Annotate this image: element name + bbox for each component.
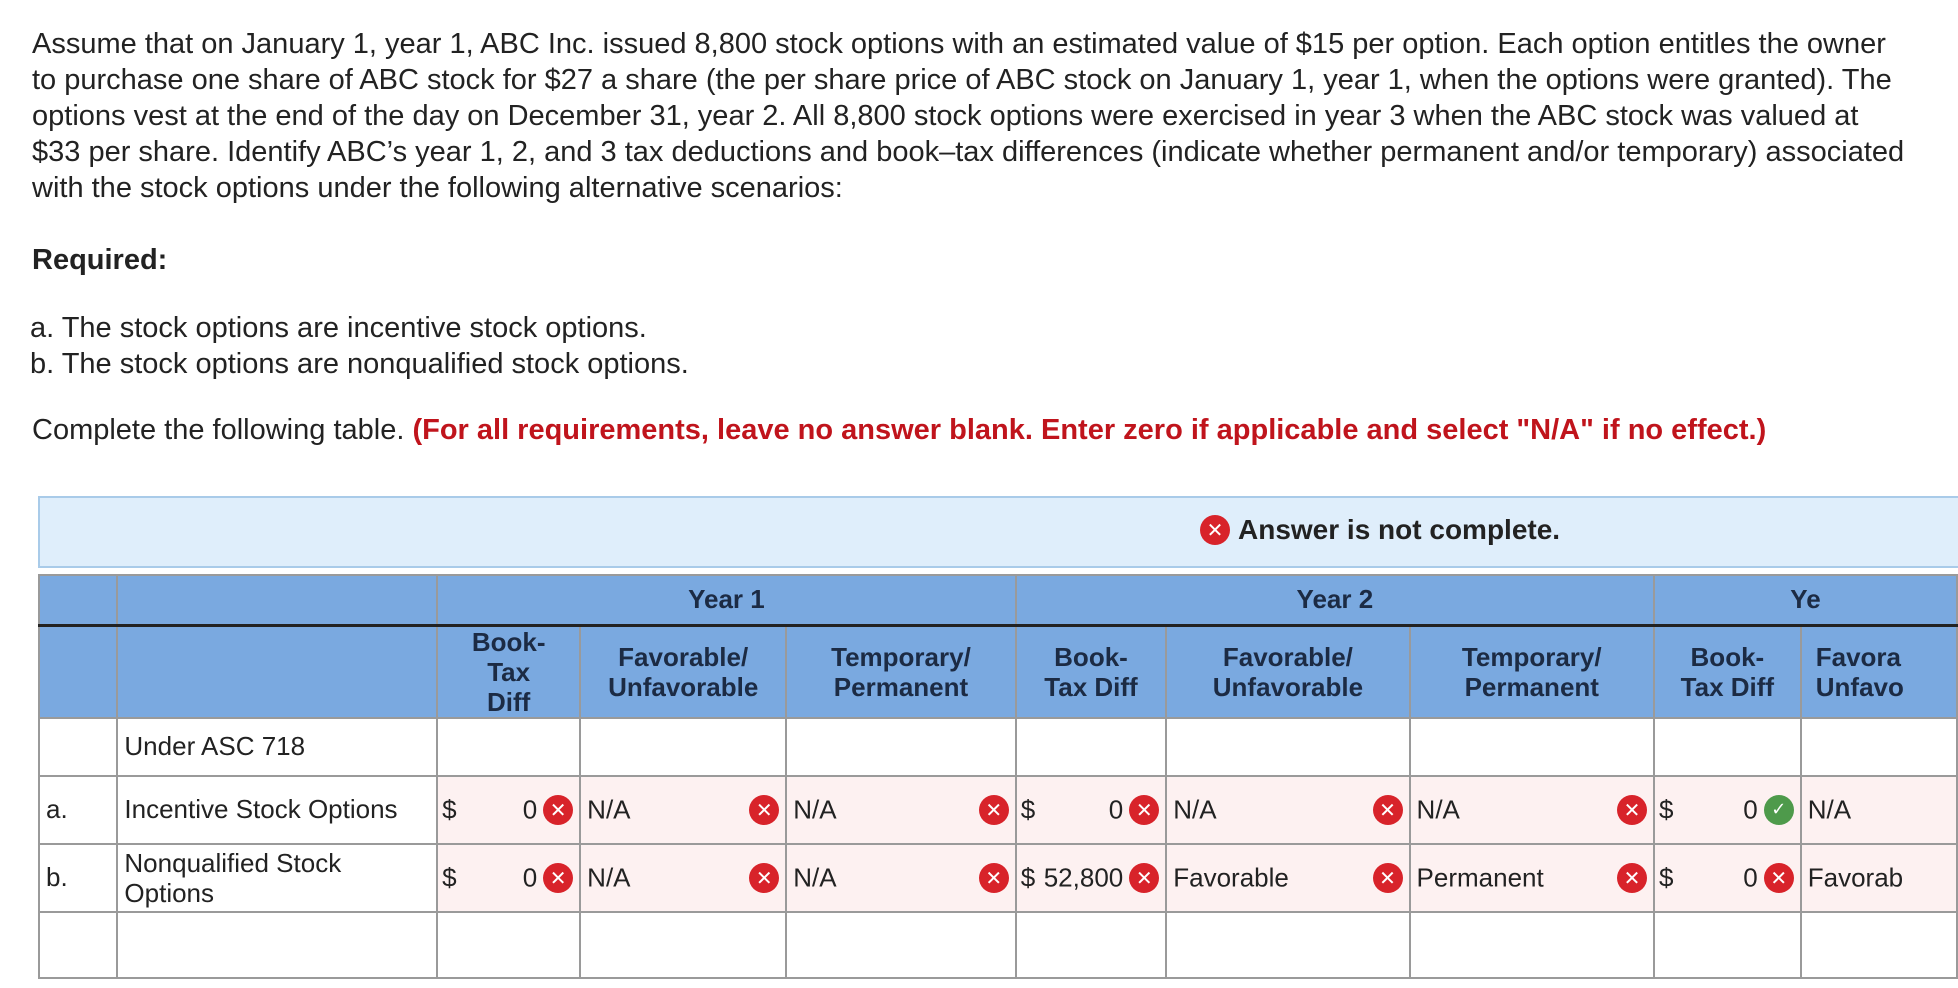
book-tax-diff-input-y2[interactable] [1016,844,1167,912]
fav-select-y3[interactable] [1801,844,1957,912]
header-blank-id-2 [39,625,117,718]
select-value: N/A [587,862,631,892]
col-book-tax-diff-y3 [1654,625,1801,718]
col-book-tax-diff-y2-l1: Book- [1054,641,1128,672]
row-label-line-1: Nonqualified Stock [124,847,342,878]
col-temp-y2 [1410,625,1654,718]
col-fav-y1-l2: Unfavorable [608,671,759,702]
select-value: N/A [793,862,837,892]
x-circle-icon: ✕ [543,863,573,893]
col-book-tax-diff-y3-l1: Book- [1690,641,1765,672]
temp-select-y2[interactable] [1410,844,1654,912]
col-temp-y1-l1: Temporary/ [831,641,971,672]
col-book-tax-diff-y1-l3: Diff [486,686,531,717]
col-fav-y3-l2: Unfavo [1815,671,1904,702]
blank-cell [39,912,117,978]
dollar-sign: $ [1658,794,1674,824]
col-fav-y3 [1801,625,1957,718]
row-label: Incentive Stock Options [117,776,437,844]
x-circle-icon: ✕ [1129,795,1159,825]
group-year-2: Year 2 [1016,575,1654,625]
select-value: Favorable [1173,862,1289,892]
diff-value: 0 [522,794,538,824]
instruction-note: (For all requirements, leave no answer blank. Enter zero if applicable and select "N/A" if no effect.) [412,414,1767,446]
fav-select-y2[interactable] [1166,776,1409,844]
blank-cell [1410,912,1654,978]
diff-value: 52,800 [1043,862,1124,892]
temp-select-y2[interactable] [1410,776,1654,844]
dollar-sign: $ [442,794,457,824]
x-circle-icon: ✕ [1617,863,1647,893]
diff-value: 0 [1108,794,1124,824]
requirement-b: b. The stock options are nonqualified stock options. [30,348,689,380]
blank-cell [437,912,580,978]
table-row [39,844,1957,912]
dollar-sign: $ [442,862,457,892]
x-circle-icon: ✕ [979,795,1009,825]
fav-select-y1[interactable] [580,844,786,912]
blank-cell [580,912,786,978]
blank-cell [1166,912,1409,978]
select-value: N/A [1807,794,1852,824]
section-label: Under ASC 718 [117,718,437,776]
book-tax-diff-input-y1[interactable] [437,844,580,912]
x-circle-icon: ✕ [1764,863,1794,893]
row-label [117,844,437,912]
header-blank-id [39,575,117,625]
blank-cell [1410,718,1654,776]
requirements-list [30,310,689,382]
group-year-1: Year 1 [437,575,1016,625]
blank-cell [580,718,786,776]
select-value: N/A [1416,794,1460,824]
col-temp-y2-l2: Permanent [1464,671,1599,702]
dollar-sign: $ [1020,794,1036,824]
select-value: Permanent [1416,862,1544,892]
x-circle-icon: ✕ [1373,795,1403,825]
blank-cell [786,912,1016,978]
x-circle-icon: ✕ [979,863,1009,893]
answer-status-banner [38,496,1958,568]
header-blank-label [117,575,437,625]
book-tax-diff-input-y3[interactable] [1654,844,1801,912]
row-label-line-2: Options [124,877,215,908]
diff-value: 0 [1743,862,1758,892]
col-temp-y1-l2: Permanent [833,671,969,702]
fav-select-y3[interactable] [1801,776,1957,844]
x-circle-icon: ✕ [543,795,573,825]
blank-cell [437,718,580,776]
section-id-blank [39,718,117,776]
x-circle-icon: ✕ [1200,515,1230,545]
problem-statement: Assume that on January 1, year 1, ABC Inc. issued 8,800 stock options with an estimated value of $15 per option. Each option entitles the owner to purchase one share of ABC stock for $27 a share (the per share price of ABC stock on January 1, year 1, when the options were granted). The options vest at the end of the day on December 31, year 2. All 8,800 stock options were exercised in year 3 when the ABC stock was valued at $33 per share. Identify ABC’s year 1, 2, and 3 tax deductions and book–tax differences (indicate whether permanent and/or temporary) associated with the stock options under the following alternative scenarios: [32,28,1905,204]
blank-cell [1016,718,1167,776]
dollar-sign: $ [1658,862,1674,892]
blank-cell [1801,912,1957,978]
x-circle-icon: ✕ [1373,863,1403,893]
required-heading: Required: [32,244,168,276]
x-circle-icon: ✕ [1129,863,1159,893]
requirement-a: a. The stock options are incentive stock options. [30,312,647,344]
answer-status [1200,514,1560,546]
blank-cell [1654,718,1801,776]
temp-select-y1[interactable] [786,844,1016,912]
select-value: Favorab [1807,862,1904,892]
col-book-tax-diff-y1-l2: Tax [487,656,531,687]
col-book-tax-diff-y1 [437,625,580,718]
col-temp-y2-l1: Temporary/ [1461,641,1602,672]
col-fav-y2-l1: Favorable/ [1222,641,1353,672]
blank-cell [117,912,437,978]
blank-cell [1801,718,1957,776]
temp-select-y1[interactable] [786,776,1016,844]
x-circle-icon: ✕ [749,795,779,825]
row-id: a. [39,776,117,844]
group-year-3: Ye [1654,575,1957,625]
book-tax-diff-input-y2[interactable] [1016,776,1167,844]
fav-select-y1[interactable] [580,776,786,844]
select-value: N/A [587,794,631,824]
row-id: b. [39,844,117,912]
select-value: N/A [793,794,837,824]
col-book-tax-diff-y2 [1016,625,1167,718]
diff-value: 0 [522,862,538,892]
instruction [32,414,1766,447]
col-book-tax-diff-y2-l2: Tax Diff [1044,671,1138,702]
check-circle-icon: ✓ [1764,795,1794,825]
book-tax-diff-input-y1[interactable] [437,776,580,844]
header-blank-label-2 [117,625,437,718]
blank-cell [786,718,1016,776]
book-tax-diff-input-y3[interactable] [1654,776,1801,844]
diff-value: 0 [1743,794,1758,824]
answer-table [38,574,1958,979]
x-circle-icon: ✕ [749,863,779,893]
blank-cell [1016,912,1167,978]
col-temp-y1 [786,625,1016,718]
x-circle-icon: ✕ [1617,795,1647,825]
col-fav-y2 [1166,625,1409,718]
col-book-tax-diff-y3-l2: Tax Diff [1680,671,1775,702]
col-fav-y3-l1: Favora [1815,641,1902,672]
col-book-tax-diff-y1-l1: Book- [471,626,546,657]
col-fav-y1-l1: Favorable/ [618,641,749,672]
col-fav-y1 [580,625,786,718]
blank-cell [1654,912,1801,978]
fav-select-y2[interactable] [1166,844,1409,912]
answer-status-text: Answer is not complete. [1238,514,1561,545]
dollar-sign: $ [1020,862,1036,892]
instruction-text: Complete the following table. [32,414,405,446]
blank-cell [1166,718,1409,776]
col-fav-y2-l2: Unfavorable [1212,671,1364,702]
select-value: N/A [1173,794,1217,824]
table-row [39,776,1957,844]
